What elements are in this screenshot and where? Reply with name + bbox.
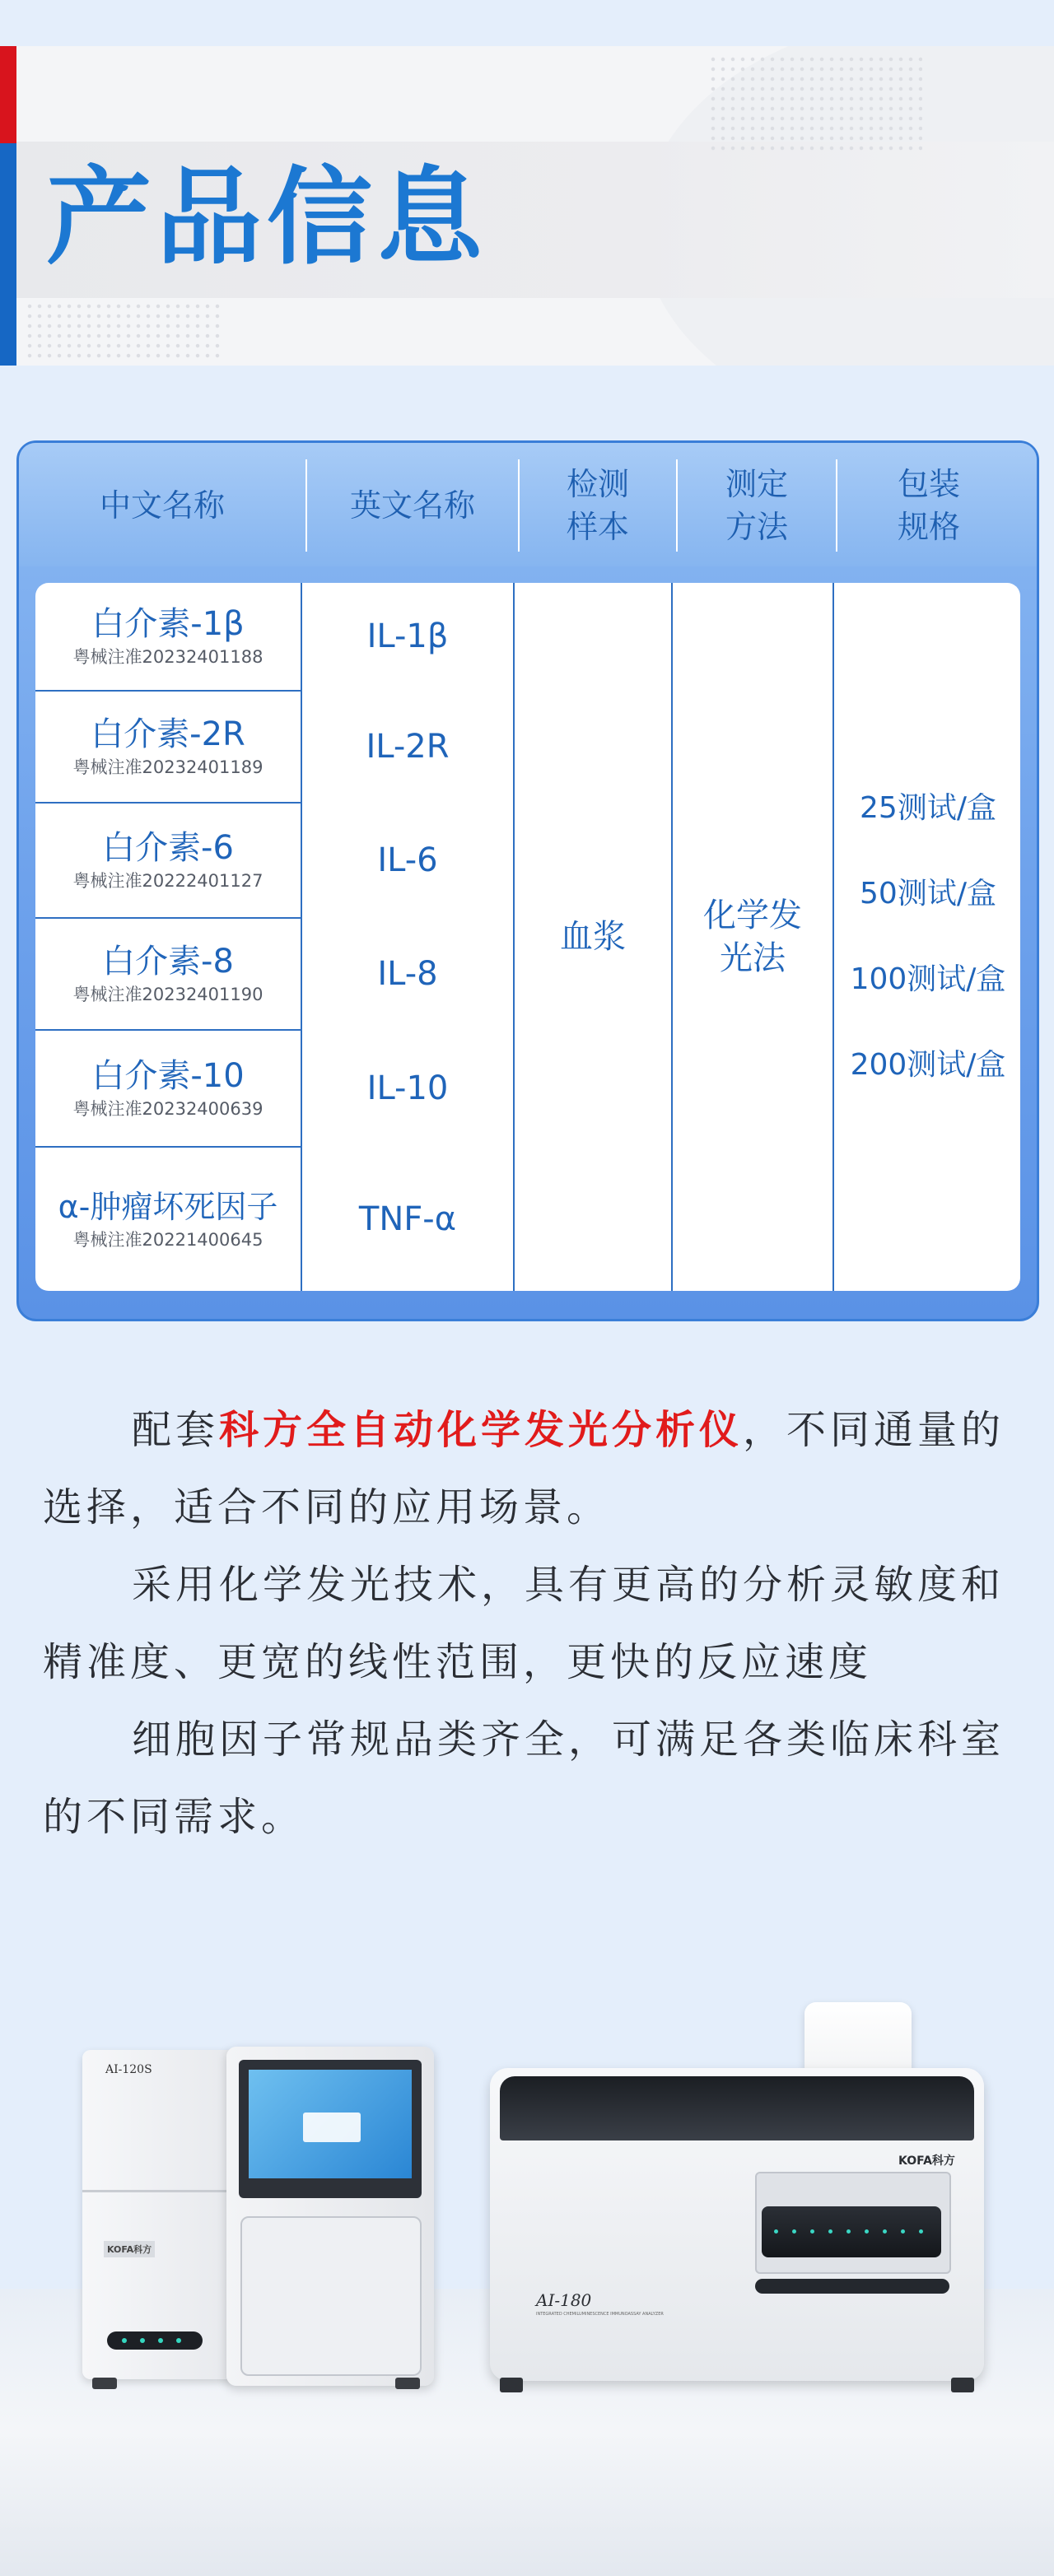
english-name: IL-2R (366, 728, 450, 766)
status-lights (122, 2338, 127, 2343)
dot-pattern-decoration (708, 54, 922, 153)
blue-accent-stripe (0, 143, 16, 366)
chinese-name: 白介素-10 (91, 1057, 245, 1095)
english-name: IL-8 (377, 955, 438, 993)
table-body (35, 583, 1020, 1291)
header-chinese-name: 中文名称 (99, 487, 225, 524)
header-package: 包装 规格 (897, 466, 960, 545)
model-label: AI-180 (536, 2290, 592, 2310)
indicator-lights (774, 2229, 778, 2234)
registration-number: 粤械注准20232400639 (72, 1099, 264, 1119)
description-paragraph: 细胞因子常规品类齐全，可满足各类临床科室的不同需求。 (43, 1717, 1005, 1840)
description-paragraph (43, 1391, 1014, 1546)
package-option: 25测试/盒 (860, 791, 996, 825)
cabinet-door (240, 2216, 422, 2376)
brand-label: KOFA科方 (898, 2154, 955, 2168)
registration-number: 粤械注准20232401190 (72, 985, 264, 1004)
chinese-name: 白介素-2R (91, 715, 245, 753)
english-name: TNF-α (358, 1200, 457, 1238)
paragraph-text: 配套 (132, 1407, 220, 1453)
english-name: IL-10 (366, 1069, 449, 1107)
dot-pattern-decoration (25, 301, 222, 359)
table-header (19, 443, 1037, 566)
foot (395, 2378, 420, 2389)
header-banner (0, 46, 1054, 366)
chinese-name-cell (35, 1031, 301, 1146)
english-name: IL-6 (377, 841, 438, 879)
brand-label: KOFA科方 (104, 2241, 155, 2257)
header-sample: 检测 样本 (566, 466, 629, 545)
chinese-name: α-肿瘤坏死因子 (58, 1189, 278, 1225)
product-description (43, 1391, 1014, 1856)
package-option: 200测试/盒 (850, 1048, 1006, 1082)
registration-number: 粤械注准20221400645 (72, 1230, 264, 1250)
ai-120s-analyzer-image (82, 2042, 441, 2404)
model-subtitle: INTEGRATED CHEMILUMINESCENCE IMMUNOASSAY ANALYZER (536, 2312, 664, 2317)
analyzer-body-left (82, 2050, 239, 2379)
package-cell (836, 583, 1020, 1291)
chinese-name-cell (35, 919, 301, 1029)
chinese-name-cell (35, 804, 301, 917)
chinese-name-cell (35, 1148, 301, 1291)
status-light-bar (755, 2279, 949, 2294)
chinese-name: 白介素-8 (102, 943, 234, 981)
package-option: 50测试/盒 (860, 877, 996, 911)
panel-seam (82, 2190, 239, 2192)
method-cell: 化学发 光法 (703, 897, 802, 977)
analyzer-highlight: 科方全自动化学发光分析仪 (219, 1407, 744, 1453)
sample-cell: 血浆 (560, 918, 626, 956)
ai-180-analyzer-image (490, 2002, 984, 2406)
registration-number: 粤械注准20232401189 (72, 757, 264, 777)
header-english-name: 英文名称 (349, 487, 475, 524)
screen-dialog (303, 2113, 361, 2142)
description-paragraph: 采用化学发光技术，具有更高的分析灵敏度和精准度、更宽的线性范围，更快的反应速度 (43, 1562, 1005, 1685)
top-glass-cover (500, 2076, 974, 2140)
package-option: 100测试/盒 (850, 962, 1006, 996)
foot (92, 2378, 117, 2389)
product-table (16, 440, 1039, 1321)
chinese-name: 白介素-6 (102, 829, 234, 867)
red-accent-stripe (0, 46, 16, 143)
english-name: IL-1β (366, 617, 449, 655)
foot (500, 2378, 523, 2392)
chinese-name: 白介素-1β (91, 605, 245, 643)
page-title: 产品信息 (46, 156, 488, 279)
foot (951, 2378, 974, 2392)
model-label: AI-120S (105, 2063, 152, 2076)
chinese-name-cell (35, 692, 301, 802)
chinese-name-cell (35, 583, 301, 690)
header-method: 测定 方法 (725, 466, 788, 545)
registration-number: 粤械注准20232401188 (72, 647, 264, 667)
reagent-window (762, 2206, 941, 2257)
registration-number: 粤械注准20222401127 (72, 871, 264, 891)
paragraph-text: ，不同通量的选择，适合不同的应用场景。 (43, 1407, 1005, 1530)
